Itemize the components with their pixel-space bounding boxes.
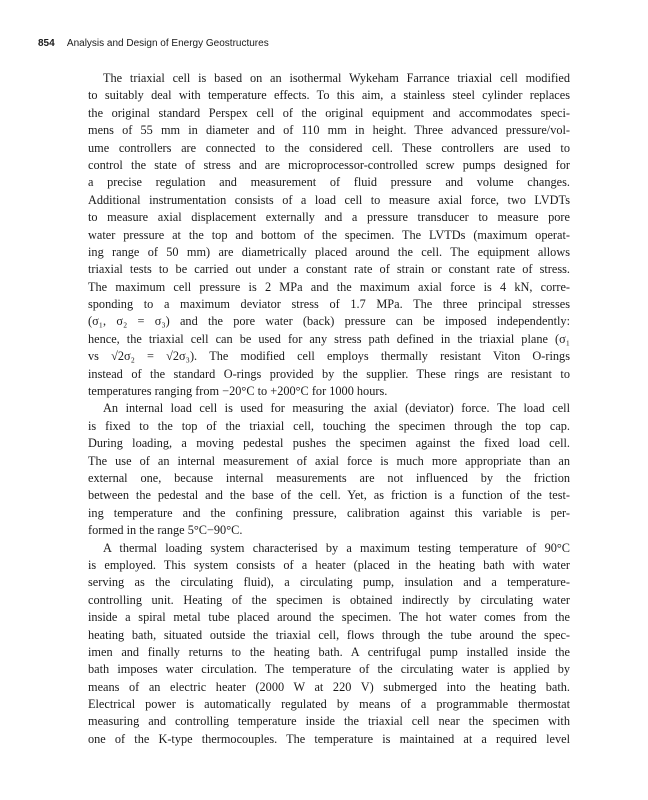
text-line: sponding to a maximum deviator stress of 1.7 MPa. The three principal stresses (88, 297, 570, 312)
text-line: ume controllers are connected to the considered cell. These controllers are used to (88, 140, 570, 155)
text-line: The maximum cell pressure is 2 MPa and the maximum axial force is 4 kN, corre- (88, 279, 570, 294)
text-line: is fixed to the top of the triaxial cell, touching the specimen through the top cap. (88, 418, 570, 433)
text-line: ing range of 50 mm) are diametrically placed around the cell. The equipment allows (88, 244, 570, 259)
paragraph-2 (88, 400, 570, 539)
text-line: water pressure at the top and bottom of the specimen. The LVTDs (maximum operat- (88, 227, 570, 242)
text-line: the original standard Perspex cell of the original equipment and accommodates speci- (88, 105, 570, 120)
text-line: controlling unit. Heating of the specimen is obtained indirectly by circulating water (88, 592, 570, 607)
text-line: temperatures ranging from −20°C to +200°C for 1000 hours. (88, 384, 388, 399)
text-line: is employed. This system consists of a heater (placed in the heating bath with water (88, 557, 570, 572)
paragraph-1 (88, 70, 570, 400)
text-line: to suitably deal with temperature effects. To this aim, a stainless steel cylinder replaces (88, 88, 570, 103)
text-line: formed in the range 5°C−90°C. (88, 523, 243, 538)
text-line: ing temperature and the confining pressure, calibration against this variable is per- (88, 505, 570, 520)
text-line: The triaxial cell is based on an isothermal Wykeham Farrance triaxial cell modified (103, 71, 570, 85)
text-line: Additional instrumentation consists of a load cell to measure axial force, two LVDTs (88, 192, 570, 207)
text-line: serving as the circulating fluid), a circulating pump, insulation and a temperature- (88, 575, 570, 590)
text-line: inside a spiral metal tube placed around the specimen. The hot water comes from the (88, 610, 570, 625)
text-line: (σ₁, σ₂ = σ₃) and the pore water (back) pressure can be imposed independently: (88, 314, 570, 329)
text-line: A thermal loading system characterised by a maximum testing temperature of 90°C (103, 540, 570, 555)
text-line: bath imposes water circulation. The temperature of the circulating water is applied by (88, 662, 570, 677)
text-line: external one, because internal measurements are not influenced by the friction (88, 470, 570, 485)
text-line: control the state of stress and are microprocessor-controlled screw pumps designed for (88, 157, 570, 172)
text-line: between the pedestal and the base of the cell. Yet, as friction is a function of the test- (88, 488, 570, 503)
text-line: one of the K-type thermocouples. The temperature is maintained at a required level (88, 731, 570, 746)
paragraph-3 (88, 540, 570, 749)
body-text (88, 70, 570, 748)
page-number: 854 (38, 38, 55, 49)
text-line: instead of the standard O-rings provided by the supplier. These rings are resistant to (88, 366, 570, 381)
text-line: vs √2σ₂ = √2σ₃). The modified cell employs thermally resistant Viton O-rings (88, 349, 570, 364)
text-line: An internal load cell is used for measuring the axial (deviator) force. The load cell (103, 401, 570, 416)
text-line: means of an electric heater (2000 W at 220 V) submerged into the heating bath. (88, 679, 570, 694)
text-line: During loading, a moving pedestal pushes the specimen against the fixed load cell. (88, 436, 570, 451)
text-line: to measure axial displacement externally and a pressure transducer to measure pore (88, 210, 570, 225)
text-line: hence, the triaxial cell can be used for any stress path defined in the triaxial plane (σ₁ (88, 331, 570, 346)
text-line: a precise regulation and measurement of fluid pressure and volume changes. (88, 175, 570, 190)
text-line: triaxial tests to be carried out under a constant rate of strain or constant rate of stress. (88, 262, 570, 277)
text-line: measuring and controlling temperature inside the triaxial cell near the specimen with (88, 714, 570, 729)
running-header (38, 38, 269, 49)
running-title: Analysis and Design of Energy Geostructures (66, 38, 269, 49)
text-line: mens of 55 mm in diameter and of 110 mm in height. Three advanced pressure/vol- (88, 123, 570, 138)
text-line: heating bath, situated outside the triaxial cell, flows through the tube around the spec- (88, 627, 570, 642)
text-line: imen and finally returns to the heating bath. A centrifugal pump installed inside the (88, 644, 570, 659)
text-line: The use of an internal measurement of axial force is much more appropriate than an (88, 453, 570, 468)
text-line: Electrical power is automatically regulated by means of a programmable thermostat (88, 697, 570, 712)
